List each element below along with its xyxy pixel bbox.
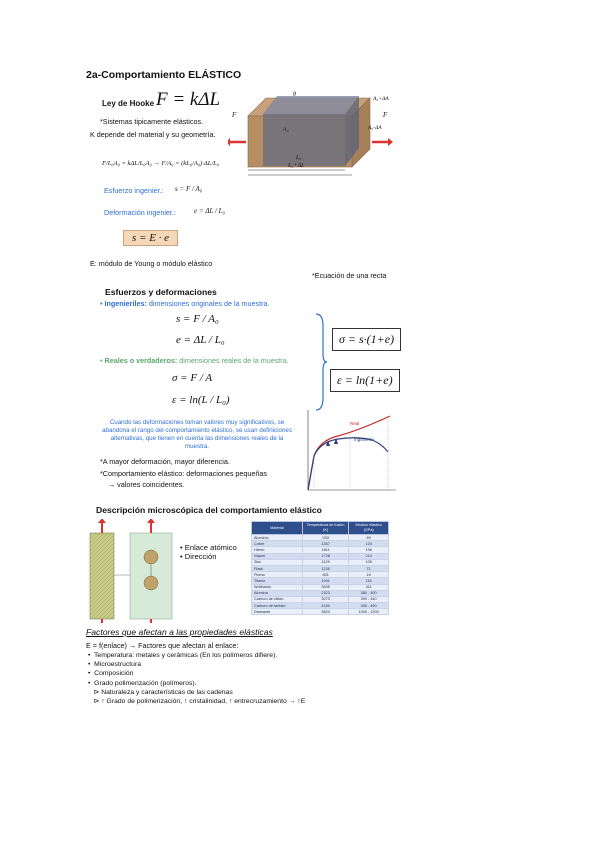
- reales-text: dimensiones reales de la muestra.: [177, 356, 289, 365]
- table-cell: 1357: [303, 541, 349, 547]
- table-cell: Cobre: [252, 541, 303, 547]
- factor-item: ⊳ Naturaleza y características de las cadenas: [88, 688, 233, 696]
- table-cell: Alúmina: [252, 590, 303, 596]
- factor-item: • Microestructura: [88, 661, 141, 669]
- table-cell: Titanio: [252, 578, 303, 584]
- table-cell: Aluminio: [252, 535, 303, 541]
- table-header: Temperatura de fusión (K): [303, 522, 349, 535]
- dim1-label: A₀+ΔA: [373, 96, 389, 102]
- table-cell: Carburo de tántalo: [252, 603, 303, 609]
- table-cell: 1728: [303, 553, 349, 559]
- observation-3: → valores coincidentes.: [108, 480, 185, 489]
- table-cell: 601: [303, 572, 349, 578]
- area-label: A₀: [283, 127, 289, 133]
- force-left-label: F: [232, 111, 237, 119]
- eq-epsilon: ε = ln(L / L₀): [172, 394, 230, 406]
- ingenieriles-row: • Ingenieriles: dimensiones originales de la muestra.: [100, 299, 270, 308]
- hooke-derivation: F/L₀A₀ = kΔL/L₀A₀ → F/A₀ = (kL₀/A₀)·ΔL/L₀: [102, 160, 219, 167]
- table-cell: 69: [349, 535, 389, 541]
- micro-heading: Descripción microscópica del comportamiento elástico: [96, 505, 322, 515]
- table-cell: 1129: [303, 559, 349, 565]
- table-cell: 3823: [303, 609, 349, 615]
- table-cell: 411: [349, 584, 389, 590]
- observation-2: *Comportamiento elástico: deformaciones pequeñas: [100, 469, 268, 478]
- curve-ing-label: Ingeniería: [354, 437, 375, 442]
- dim2-label: A₀-ΔA: [368, 125, 382, 131]
- strain-formula: e = ΔL / L₀: [194, 207, 225, 215]
- table-cell: 1235: [303, 565, 349, 571]
- table-cell: 400 - 490: [349, 603, 389, 609]
- reales-row: • Reales o verdaderos: dimensiones reales de la muestra.: [100, 356, 289, 365]
- table-cell: 1811: [303, 547, 349, 553]
- sigma-relation-box: σ = s·(1+e): [332, 328, 401, 351]
- curve-real-label: Real: [350, 421, 360, 426]
- hooke-label: Ley de Hooke: [102, 99, 155, 108]
- l-total-label: L₀+ΔL: [288, 163, 305, 169]
- hooke-line-2: K depende del material y su geometría.: [90, 130, 216, 139]
- young-modulus-note: E: módulo de Young o módulo elástico: [90, 259, 213, 268]
- atomic-bond-diagram: [86, 519, 176, 624]
- factors-list: [88, 651, 305, 706]
- table-cell: 16: [349, 572, 389, 578]
- reales-label: Reales o verdaderos:: [104, 356, 178, 365]
- table-cell: 116: [349, 578, 389, 584]
- line-equation-note: *Ecuación de una recta: [312, 271, 387, 280]
- table-cell: 1000 - 1200: [349, 609, 389, 615]
- epsilon-relation-box: ε = ln(1+e): [330, 369, 400, 392]
- stress-label: Esfuerzo ingenier.:: [104, 186, 164, 195]
- brace-icon: [314, 312, 328, 412]
- strain-label: Deformación ingenier.:: [104, 208, 176, 217]
- factor-item: ⊳ ↑ Grado de polimerización, ↑ cristalinidad, ↑ entrecruzamiento → ↑E: [88, 698, 306, 706]
- table-cell: Carburo de silicio: [252, 596, 303, 602]
- factors-intro: E = f(enlace) → Factores que afectan al enlace:: [86, 641, 239, 650]
- table-cell: 124: [349, 541, 389, 547]
- table-cell: 71: [349, 565, 389, 571]
- observation-1: *A mayor deformación, mayor diferencia.: [100, 457, 230, 466]
- ingenieriles-text: dimensiones originales de la muestra.: [146, 299, 270, 308]
- table-cell: 3695: [303, 584, 349, 590]
- eq-e: e = ΔL / L₀: [176, 334, 225, 346]
- l0-label: L₀: [296, 155, 302, 161]
- table-cell: 105: [349, 559, 389, 565]
- table-cell: Wolframio: [252, 584, 303, 590]
- table-header: Módulo elástico (GPa): [349, 522, 389, 535]
- micro-bullet-1: • Enlace atómico: [180, 543, 237, 552]
- micro-bullets: [180, 543, 237, 562]
- table-cell: Diamante: [252, 609, 303, 615]
- table-cell: Hierro: [252, 547, 303, 553]
- table-cell: 390 - 440: [349, 596, 389, 602]
- table-cell: 933: [303, 535, 349, 541]
- table-cell: 3073: [303, 596, 349, 602]
- table-cell: Plata: [252, 565, 303, 571]
- table-row: [252, 609, 389, 615]
- stress-strain-curve: [298, 408, 398, 494]
- factor-item: • Grado polimerización (polímeros).: [88, 679, 197, 687]
- eq-sigma: σ = F / A: [172, 372, 213, 384]
- table-cell: 2323: [303, 590, 349, 596]
- eq-s: s = F / A₀: [176, 313, 219, 325]
- young-formula-box: s = E · e: [123, 230, 178, 246]
- table-cell: 214: [349, 553, 389, 559]
- hooke-line-1: *Sistemas tipicamente elásticos.: [100, 117, 204, 126]
- table-cell: 196: [349, 547, 389, 553]
- table-cell: 380 - 400: [349, 590, 389, 596]
- table-cell: 1941: [303, 578, 349, 584]
- ingenieriles-label: Ingenieriles:: [104, 299, 147, 308]
- table-cell: 4150: [303, 603, 349, 609]
- factor-item: • Composición: [88, 670, 134, 678]
- elastic-properties-table: [251, 521, 389, 615]
- page-title: 2a-Comportamiento ELÁSTICO: [86, 69, 242, 81]
- table-cell: Níquel: [252, 553, 303, 559]
- factor-item: • Temperatura: metales y cerámicas (En los polímeros difiere).: [88, 652, 278, 659]
- table-header: Material: [252, 522, 303, 535]
- hooke-equation: F = kΔL: [156, 89, 221, 110]
- esfuerzos-heading: Esfuerzos y deformaciones: [105, 287, 217, 297]
- top-angle-label: θ: [293, 92, 296, 98]
- micro-bullet-2: • Dirección: [180, 552, 217, 562]
- deformation-note: Cuando las deformaciones toman valores muy significativos, se abandona el rango del comportamiento elástico, se usan definiciones alternativas, que tienen en cuenta las dimensiones reales de la muestra.: [102, 419, 292, 450]
- table-cell: Zinc: [252, 559, 303, 565]
- factors-heading: Factores que afectan a las propiedades elásticas: [86, 627, 273, 637]
- table-cell: Plomo: [252, 572, 303, 578]
- force-right-label: F: [383, 111, 388, 119]
- stress-formula: s = F / A₀: [175, 185, 203, 193]
